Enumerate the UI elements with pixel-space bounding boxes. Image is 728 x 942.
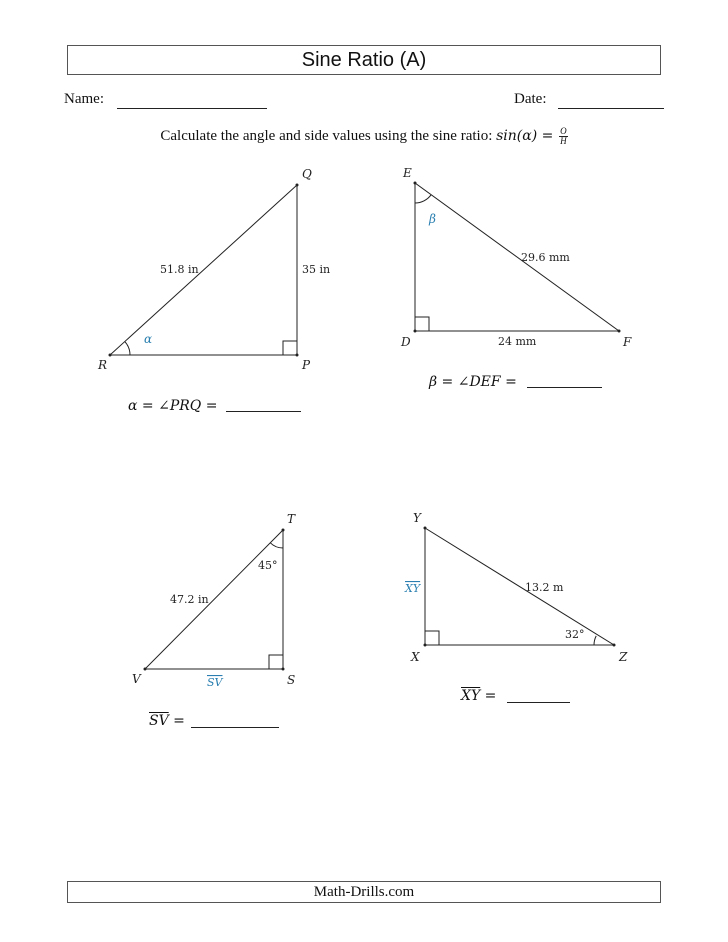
angle-marker-alpha: α xyxy=(144,332,153,346)
vertex-f: F xyxy=(623,335,632,349)
vertex-y: Y xyxy=(413,511,421,525)
formula-denominator: H xyxy=(560,136,567,146)
side-hypotenuse-rq: 51.8 in xyxy=(160,263,199,276)
answer-line-4[interactable] xyxy=(507,702,570,703)
angle-marker-45: 45° xyxy=(258,559,278,572)
formula-lhs: sin(α) = xyxy=(496,127,554,144)
vertex-s: S xyxy=(287,673,296,687)
right-angle-marker-p xyxy=(283,341,297,355)
triangle-rpq xyxy=(97,167,330,372)
side-hypotenuse-vt: 47.2 in xyxy=(170,593,209,606)
instruction-text: Calculate the angle and side values using the sine ratio: xyxy=(160,127,493,144)
answer-label-3 xyxy=(149,713,185,729)
vertex-z: Z xyxy=(619,650,628,664)
angle-marker-beta: β xyxy=(429,212,436,226)
angle-arc-t xyxy=(270,543,283,548)
page-title: Sine Ratio (A) xyxy=(67,45,661,75)
answer-line-1[interactable] xyxy=(226,411,301,412)
vertex-x: X xyxy=(411,650,420,664)
date-label: Date: xyxy=(514,91,547,107)
side-opposite-pq: 35 in xyxy=(302,263,331,276)
answer-label-3-eq: = xyxy=(173,713,185,729)
triangle-edf xyxy=(400,166,632,349)
side-hypotenuse-ef: 29.6 mm xyxy=(521,251,570,264)
side-label-xy: XY xyxy=(405,582,421,595)
answer-label-4 xyxy=(461,688,496,704)
vertex-r: R xyxy=(98,358,108,372)
footer: Math-Drills.com xyxy=(67,881,661,903)
vertex-p: P xyxy=(302,358,311,372)
side-hypotenuse-yz: 13.2 m xyxy=(525,581,564,594)
answer-label-4-eq: = xyxy=(484,688,497,704)
vertex-e: E xyxy=(403,166,412,180)
angle-arc-z xyxy=(594,636,596,645)
answer-label-2: β = ∠DEF = xyxy=(429,374,517,390)
vertex-d: D xyxy=(401,335,411,349)
vertex-t: T xyxy=(287,512,296,526)
answer-label-4-var: $\overline{XY}$ xyxy=(461,688,481,704)
right-angle-marker-x xyxy=(425,631,439,645)
answer-label-1: α = ∠PRQ = xyxy=(128,398,218,414)
right-angle-marker-d xyxy=(415,317,429,331)
answer-line-2[interactable] xyxy=(527,387,602,388)
answer-label-3-var: $\overline{SV}$ xyxy=(149,713,169,729)
name-label: Name: xyxy=(64,91,104,107)
angle-marker-32: 32° xyxy=(565,628,585,641)
angle-arc-e xyxy=(415,195,431,203)
vertex-q: Q xyxy=(302,167,312,181)
triangle-yxz xyxy=(404,511,628,664)
formula-numerator: O xyxy=(560,126,567,136)
side-label-sv: SV xyxy=(207,676,223,689)
angle-arc-r xyxy=(125,342,130,355)
answer-line-3[interactable] xyxy=(191,727,279,728)
vertex-v: V xyxy=(132,672,141,686)
side-dF: 24 mm xyxy=(498,335,537,348)
right-angle-marker-s xyxy=(269,655,283,669)
triangle-tvs xyxy=(132,512,296,689)
